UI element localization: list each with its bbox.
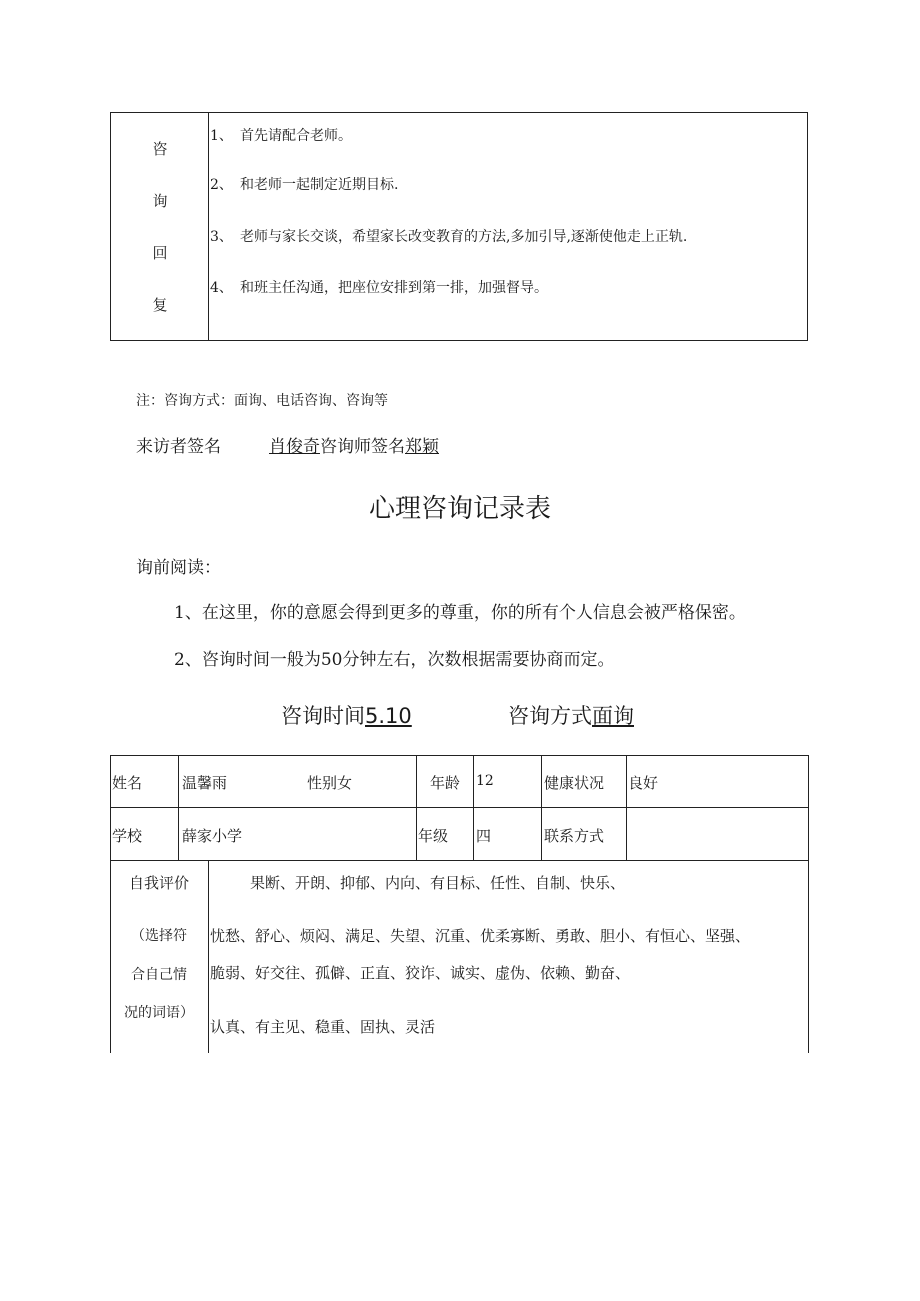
table-border [473, 755, 474, 860]
health-label: 健康状况 [544, 774, 605, 792]
visitor-signature-label: 来访者签名 [136, 437, 221, 457]
age-value: 12 [476, 773, 494, 789]
table-border [110, 755, 808, 756]
self-eval-hint: 合自己情 [131, 967, 187, 983]
self-eval-label: 自我评价 [128, 874, 189, 892]
pre-reading-heading: 询前阅读： [136, 558, 221, 578]
grade-value: 四 [476, 827, 492, 845]
pre-reading-rule: 1、在这里，你的意愿会得到更多的尊重，你的所有个人信息会被严格保密。 [174, 603, 746, 623]
self-eval-words: 忧愁、舒心、烦闷、满足、失望、沉重、优柔寡断、勇敢、胆小、有恒心、坚强、 [210, 927, 751, 945]
table-border [178, 755, 179, 860]
reply-label-char: 咨 [152, 140, 168, 158]
visitor-signature-name: 肖俊奇 [269, 437, 320, 457]
table-border [808, 755, 809, 1053]
reply-item: 4、 和班主任沟通，把座位安排到第一排，加强督导。 [210, 280, 548, 296]
counselor-signature-label: 咨询师签名 [320, 437, 405, 457]
self-eval-words: 果断、开朗、抑郁、内向、有目标、任性、自制、快乐、 [250, 874, 626, 892]
name-label: 姓名 [112, 774, 143, 792]
pre-reading-rule: 2、咨询时间一般为50分钟左右，次数根据需要协商而定。 [174, 650, 615, 670]
self-eval-words: 脆弱、好交往、孤僻、正直、狡诈、诚实、虚伪、依赖、勤奋、 [210, 964, 631, 982]
consult-time: 咨询时间5.10 [281, 704, 412, 728]
table-border [208, 860, 209, 1053]
gender-value: 性别女 [307, 774, 353, 792]
table-border [110, 807, 808, 808]
age-label: 年龄 [430, 774, 461, 792]
table-border [626, 755, 627, 860]
signature-row [136, 432, 439, 457]
counselor-signature-name: 郑颖 [405, 437, 439, 457]
table-border [541, 755, 542, 860]
school-label: 学校 [112, 827, 143, 845]
table-border [416, 755, 417, 860]
reply-label-char: 复 [152, 296, 168, 314]
reply-item: 1、 首先请配合老师。 [210, 128, 352, 144]
school-value: 薛家小学 [182, 827, 243, 845]
reply-table-divider [208, 112, 209, 341]
consult-method: 咨询方式面询 [508, 704, 634, 728]
contact-label: 联系方式 [544, 827, 605, 845]
self-eval-hint: （选择符 [131, 928, 187, 944]
reply-label-char: 询 [152, 192, 168, 210]
reply-item: 3、 老师与家长交谈，希望家长改变教育的方法,多加引导,逐渐使他走上正轨. [210, 229, 688, 245]
note-text: 注：咨询方式：面询、电话咨询、咨询等 [136, 393, 388, 409]
reply-item: 2、 和老师一起制定近期目标. [210, 177, 399, 193]
table-border [110, 860, 808, 861]
reply-label-char: 回 [152, 244, 168, 262]
name-value: 温馨雨 [182, 774, 228, 792]
self-eval-words: 认真、有主见、稳重、固执、灵活 [210, 1018, 436, 1036]
page-title: 心理咨询记录表 [368, 494, 551, 524]
grade-label: 年级 [418, 827, 449, 845]
self-eval-hint: 况的词语） [124, 1005, 194, 1021]
health-value: 良好 [628, 774, 659, 792]
